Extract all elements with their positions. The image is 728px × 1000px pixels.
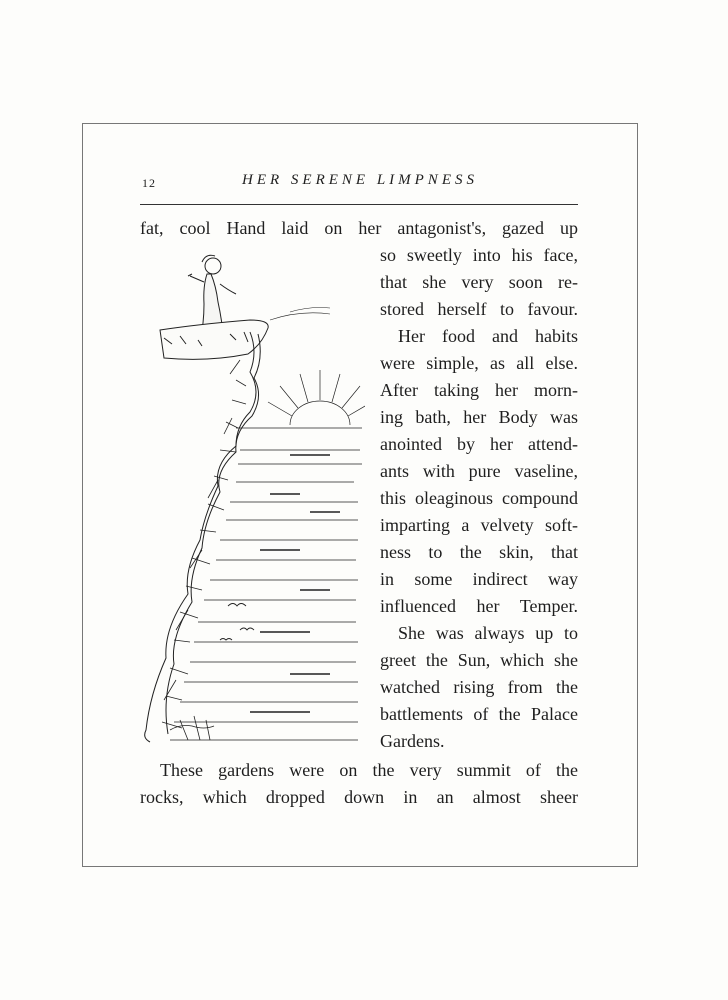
text-line: Gardens. (380, 731, 445, 751)
text-line: ness to the skin, that (380, 542, 578, 562)
text-line: fat, cool Hand laid on her antagonist's, gazed up (140, 218, 578, 238)
text-line: stored herself to favour. (380, 299, 578, 319)
sea-water (170, 428, 362, 740)
text-line: were simple, as all else. (380, 353, 578, 373)
cliff-sunrise-illustration (140, 250, 365, 755)
text-line: greet the Sun, which she (380, 650, 578, 670)
text-line: imparting a velvety soft- (380, 515, 578, 535)
text-line: battlements of the Palace (380, 704, 578, 724)
text-line: ing bath, her Body was (380, 407, 578, 427)
text-line: anointed by her attend- (380, 434, 578, 454)
text-line: in some indirect way (380, 569, 578, 589)
running-title: HER SERENE LIMPNESS (242, 172, 478, 188)
text-line: rocks, which dropped down in an almost sheer (140, 787, 578, 807)
text-line: After taking her morn- (380, 380, 578, 400)
text-line: Her food and habits (398, 326, 578, 346)
page-number: 12 (142, 176, 156, 190)
sunrise-sun (268, 370, 365, 425)
text-line: She was always up to (398, 623, 578, 643)
text-line: ants with pure vaseline, (380, 461, 578, 481)
text-line: this oleaginous compound (380, 488, 578, 508)
text-line: These gardens were on the very summit of the (160, 760, 578, 780)
text-line: so sweetly into his face, (380, 245, 578, 265)
header-rule (140, 204, 578, 205)
text-line: watched rising from the (380, 677, 578, 697)
text-line: that she very soon re- (380, 272, 578, 292)
text-line: influenced her Temper. (380, 596, 578, 616)
